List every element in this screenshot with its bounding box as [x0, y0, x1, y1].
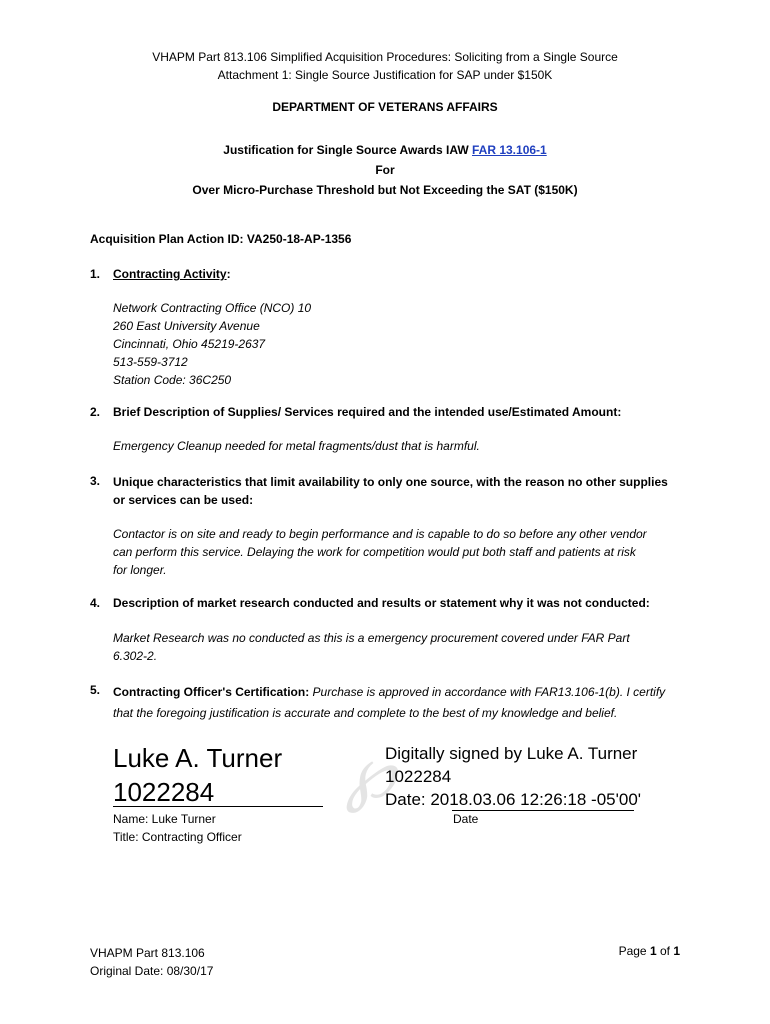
signature-line — [113, 806, 323, 807]
section-1-heading — [113, 267, 231, 281]
section-3-text — [113, 525, 647, 579]
signer-info — [113, 810, 242, 846]
page-prefix: Page — [618, 944, 650, 958]
header-line-1: VHAPM Part 813.106 Simplified Acquisition Procedures: Soliciting from a Single Source — [152, 50, 618, 64]
section-5-line-2: that the foregoing justification is accurate and complete to the best of my knowledge and belief. — [113, 706, 618, 720]
section-4-text — [113, 629, 630, 665]
page-number — [619, 944, 680, 958]
signer-name-label: Name: Luke Turner — [113, 812, 216, 826]
header-line-2: Attachment 1: Single Source Justification for SAP under $150K — [217, 68, 553, 82]
section-4-number: 4. — [90, 596, 101, 610]
section-1-heading-suffix: : — [226, 267, 231, 281]
section-4-text-line: 6.302-2. — [113, 649, 158, 663]
justification-title — [0, 140, 770, 200]
page-total: 1 — [673, 944, 680, 958]
footer-part: VHAPM Part 813.106 — [90, 946, 205, 960]
section-3-text-line: Contactor is on site and ready to begin performance and is capable to do so before any other vendor — [113, 527, 647, 541]
footer-original-date: Original Date: 08/30/17 — [90, 964, 214, 978]
date-label: Date — [453, 812, 479, 826]
section-3-text-line: for longer. — [113, 563, 167, 577]
title-for: For — [375, 163, 395, 177]
department-title: DEPARTMENT OF VETERANS AFFAIRS — [272, 100, 498, 114]
section-3-heading — [113, 473, 668, 509]
section-3-heading-line: or services can be used: — [113, 493, 254, 507]
address-line: 513-559-3712 — [113, 355, 188, 369]
section-4-heading: Description of market research conducted and results or statement why it was not conducted: — [113, 596, 650, 610]
signature-name-line-1: Luke A. Turner — [113, 743, 283, 773]
footer-left — [90, 944, 213, 980]
title-subtitle: Over Micro-Purchase Threshold but Not Exceeding the SAT ($150K) — [192, 183, 578, 197]
signature-name — [113, 741, 282, 809]
section-1-heading-text: Contracting Activity — [113, 267, 227, 281]
section-1-address — [113, 299, 311, 389]
title-prefix: Justification for Single Source Awards IAW — [223, 143, 472, 157]
digital-signature-line-1: Digitally signed by Luke A. Turner — [385, 744, 638, 763]
digital-signature — [385, 742, 641, 811]
doc-header — [0, 48, 770, 84]
address-line: Station Code: 36C250 — [113, 373, 232, 387]
section-2-text: Emergency Cleanup needed for metal fragments/dust that is harmful. — [113, 439, 480, 453]
section-2-number: 2. — [90, 405, 101, 419]
address-line: Cincinnati, Ohio 45219-2637 — [113, 337, 266, 351]
section-3-text-line: can perform this service. Delaying the work for competition would put both staff and patients at risk — [113, 545, 636, 559]
section-2-heading: Brief Description of Supplies/ Services required and the intended use/Estimated Amount: — [113, 405, 622, 419]
section-5-body — [113, 682, 665, 724]
signature-name-line-2: 1022284 — [113, 777, 215, 807]
signer-title-label: Title: Contracting Officer — [113, 830, 242, 844]
section-5-inline: Purchase is approved in accordance with FAR13.106-1(b). I certify — [309, 685, 666, 699]
section-5-number: 5. — [90, 683, 101, 697]
section-3-number: 3. — [90, 474, 101, 488]
page-current: 1 — [649, 944, 657, 958]
section-3-heading-line: Unique characteristics that limit availability to only one source, with the reason no other supplies — [113, 475, 668, 489]
far-link[interactable]: FAR 13.106-1 — [472, 143, 547, 157]
section-4-text-line: Market Research was no conducted as this is a emergency procurement covered under FAR Part — [113, 631, 630, 645]
adobe-signature-watermark: ℘ — [345, 733, 396, 813]
digital-signature-line-2: 1022284 — [385, 767, 452, 786]
section-1-number: 1. — [90, 267, 101, 281]
action-id: Acquisition Plan Action ID: VA250-18-AP-1356 — [90, 232, 352, 246]
digital-signature-line-3: Date: 2018.03.06 12:26:18 -05'00' — [385, 790, 642, 809]
page-of: of — [656, 944, 674, 958]
address-line: 260 East University Avenue — [113, 319, 260, 333]
date-line — [452, 810, 634, 811]
address-line: Network Contracting Office (NCO) 10 — [113, 301, 312, 315]
section-5-heading: Contracting Officer's Certification: — [113, 685, 310, 699]
